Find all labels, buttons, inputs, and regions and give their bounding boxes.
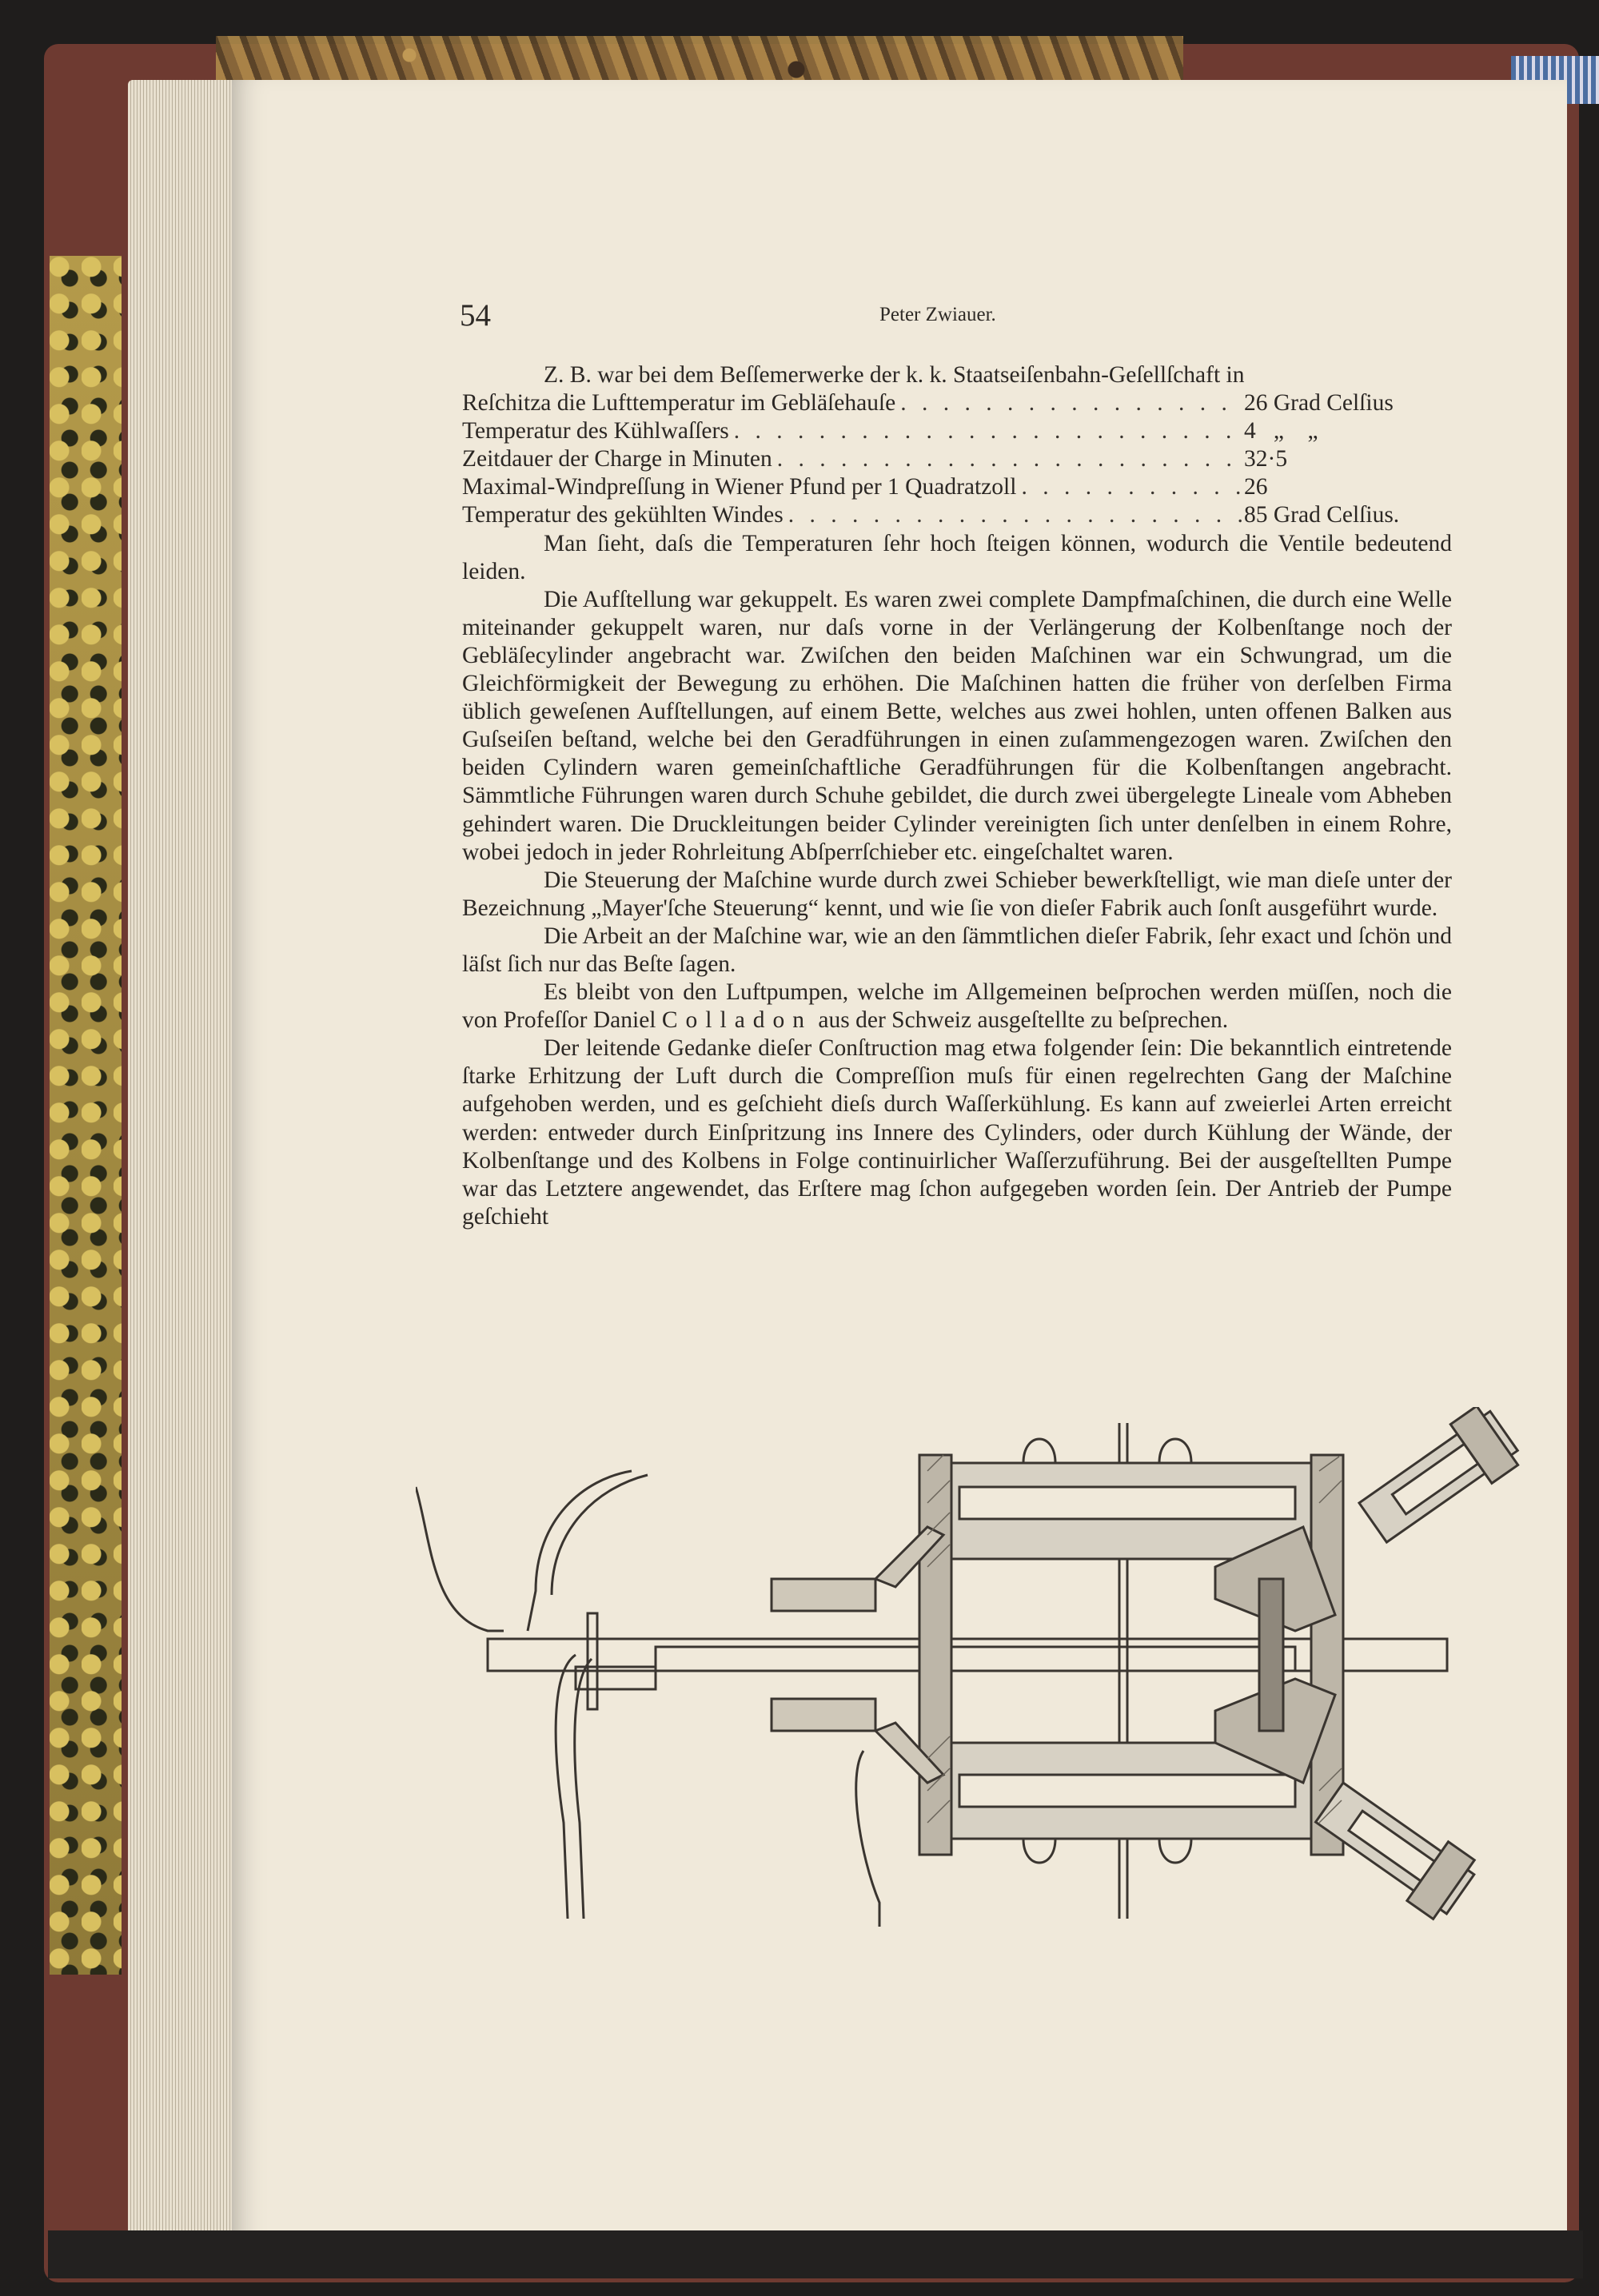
- row-label: Maximal-Windpreſſung in Wiener Pfund per 1 Quadratzoll: [462, 474, 1017, 500]
- page-number: 54: [460, 298, 491, 333]
- row-label: Temperatur des gekühlten Windes: [462, 502, 784, 528]
- row-label: Temperatur des Kühlwaſſers: [462, 418, 729, 444]
- bottom-shadow: [48, 2230, 1583, 2278]
- leader-dots: [729, 417, 1244, 445]
- row-value: 4 „ „: [1244, 418, 1318, 444]
- hose-line: [528, 1471, 632, 1631]
- row-label: Zeitdauer der Charge in Minuten: [462, 446, 772, 472]
- leader-dots: [895, 389, 1244, 417]
- colladon-before: Es bleibt von den Luftpumpen, welche im Allgemeinen beſprochen werden müſſen, noch die von Profeſſor Daniel: [462, 979, 1452, 1034]
- paragraph: Die Aufſtellung war gekuppelt. Es waren zwei complete Dampfmaſchinen, die durch eine Welle miteinander gekuppelt waren, nur daſs vorne in der Verlängerung der Kolbenſtange noch der Gebläſecylinder angebracht war. Zwiſchen den beiden Maſchinen war ein Schwungrad, um die Gleichförmigkeit der Bewegung zu erhöhen. Die Maſchinen hatten die früher von derſelben Firma üblich geweſenen Aufſtellungen, auf einem Bette, welches aus zwei hohlen, unten offenen Balken aus Guſseiſen beſtand, welche bei den Geradführungen in einen zuſammengezogen waren. Zwiſchen den beiden Cylindern waren gemeinſchaftliche Geradführungen für die Kolbenſtangen angebracht. Sämmtliche Führungen waren durch Schuhe gebildet, die durch zwei übergelegte Lineale vom Abheben gehindert waren. Die Druckleitungen beider Cylinder vereinigten ſich unter denſelben in einem Rohre, wobei jedoch in jeder Rohrleitung Abſperrſchieber etc. eingeſchaltet waren.: [462, 586, 1452, 865]
- body-text: [462, 361, 1452, 1231]
- row-value: 85 Grad Celſius.: [1244, 502, 1400, 528]
- row-value: 26 Grad Celſius: [1244, 390, 1394, 417]
- colladon-after: aus der Schweiz ausgeſtellte zu beſprechen.: [812, 1007, 1229, 1034]
- marbled-endpaper: [50, 256, 122, 1975]
- table-row: [462, 445, 1452, 473]
- measurement-table: [462, 389, 1452, 529]
- row-value: 26: [1244, 474, 1268, 500]
- page-edges: [128, 80, 248, 2254]
- marbled-edge-top: [216, 36, 1183, 84]
- hose-line: [416, 1487, 504, 1631]
- running-head: Peter Zwiauer.: [879, 304, 996, 325]
- leader-dots: [772, 445, 1244, 473]
- colladon-name: Colladon: [661, 1007, 813, 1034]
- paragraph: Die Arbeit an der Maſchine war, wie an den ſämmtlichen dieſer Fabrik, ſehr exact und ſchön und läſst ſich nur das Beſte ſagen.: [462, 923, 1452, 977]
- row-label: Reſchitza die Lufttemperatur im Gebläſehauſe: [462, 390, 896, 417]
- paragraph: Die Steuerung der Maſchine wurde durch zwei Schieber bewerkſtelligt, wie man dieſe unter der Bezeichnung „Mayer'ſche Steuerung“ kennt, und wie ſie von dieſer Fabrik auch ſonſt ausgeführt wurde.: [462, 867, 1452, 921]
- table-row: [462, 389, 1452, 417]
- table-row: [462, 473, 1452, 501]
- page-header: [460, 297, 1451, 337]
- table-row: [462, 417, 1452, 445]
- leader-dots: [1016, 473, 1244, 501]
- row-value: 32·5: [1244, 446, 1288, 472]
- paragraph: Der leitende Gedanke dieſer Conſtruction mag etwa folgender ſein: Die bekanntlich eintretende ſtarke Erhitzung der Luft durch die Compreſſion muſs für einen regelrechten Gang der Maſchine aufgehoben werden, und es geſchieht dieſs durch Waſſerkühlung. Es kann auf zweierlei Arten erreicht werden: entweder durch Einſpritzung ins Innere des Cylinders, oder durch Kühlung der Wände, der Kolbenſtange und des Kolbens in Folge continuirlicher Waſſerzuführung. Bei der ausgeſtellten Pumpe war das Letztere angewendet, das Erſtere mag ſchon aufgegeben worden ſein. Der Antrieb der Pumpe geſchieht: [462, 1035, 1452, 1230]
- leader-dots: [784, 501, 1244, 529]
- paragraph-colladon: [462, 979, 1452, 1034]
- table-row: [462, 501, 1452, 529]
- pump-cross-section-engraving: [416, 1407, 1535, 1927]
- paragraph: Man ſieht, daſs die Temperaturen ſehr hoch ſteigen können, wodurch die Ventile bedeutend leiden.: [462, 530, 1452, 584]
- intro-line: Z. B. war bei dem Beſſemerwerke der k. k. Staatseiſenbahn-Geſellſchaft in: [544, 362, 1245, 388]
